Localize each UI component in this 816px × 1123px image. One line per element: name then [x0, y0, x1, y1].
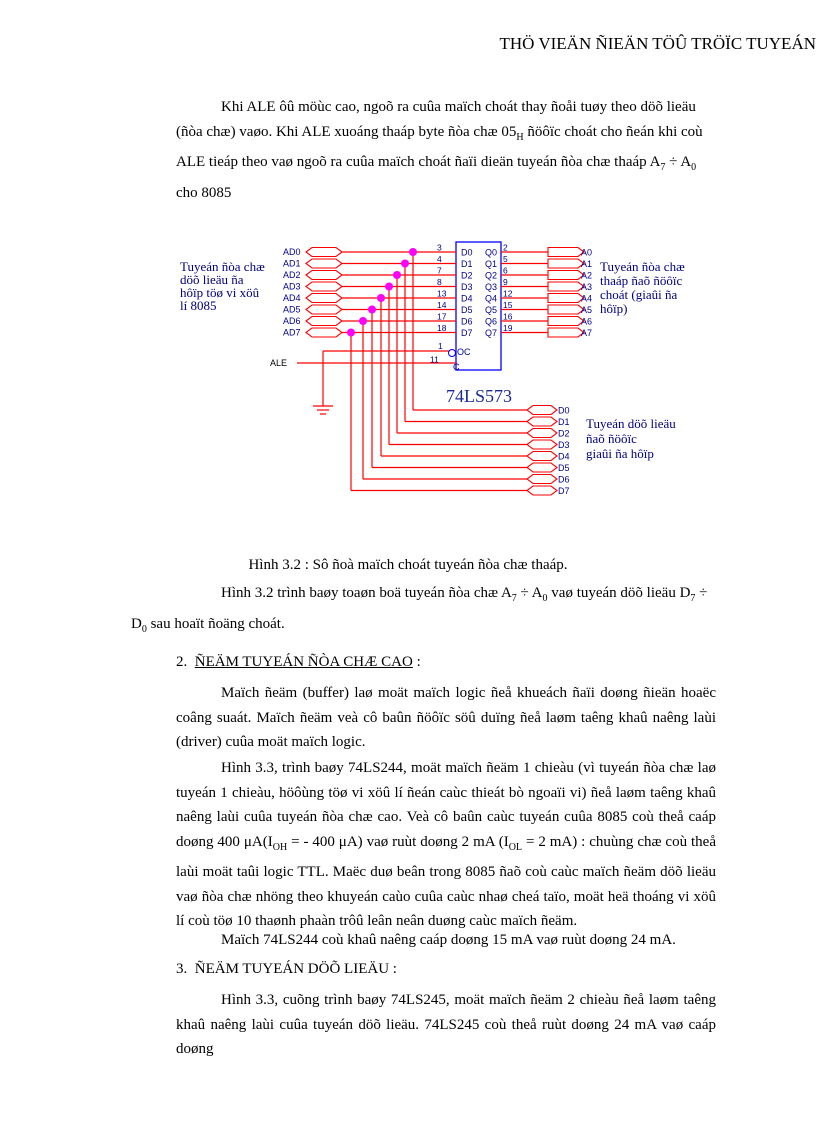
data-pin-label: D3 [558, 440, 570, 450]
text-line: cho 8085 [176, 184, 232, 201]
oc-pin-number: 1 [438, 341, 443, 351]
chip-q-output-label: Q2 [484, 270, 497, 281]
chip-d-input-label: D0 [461, 247, 473, 258]
junction-node [409, 248, 417, 256]
data-pin-label: D0 [558, 405, 570, 416]
input-pin-number: 14 [437, 300, 447, 310]
subscript: OH [272, 841, 288, 853]
data-bus-label-line: giaûi ña hôïp [586, 446, 654, 461]
section-colon: : [389, 961, 397, 977]
ad-bus-arrow [306, 259, 342, 268]
a-pin-label: A1 [581, 259, 593, 269]
output-pin-number: 5 [503, 254, 508, 264]
left-bus-label-line: lí 8085 [180, 298, 217, 313]
address-bus-arrow [548, 328, 584, 337]
right-bus-label-line: choát (giaûi ña [600, 287, 678, 302]
chip-q-output-label: Q7 [484, 328, 497, 338]
left-bus-label-line: Tuyeán ñòa chæ [180, 259, 265, 274]
input-pin-number: 8 [437, 277, 442, 287]
chip-name: 74LS573 [446, 386, 513, 406]
oc-bubble [449, 350, 456, 357]
output-pin-number: 15 [503, 300, 513, 310]
text: Hình 3.3, trình baøy 74LS244, moät maïch ñeäm 1 chieàu (vì tuyeán ñòa chæ laø tuyeán 1 chieàu, höôùng töø vi xöû lí ñeán caùc thieát bò ngoaïi vi) ñeå laøm taêng khaû naêng laùi cuûa tuyeán ñòa chæ cao. Veà cô baûn caùc tuyeán cuûa 8085 coù theå caáp doøng 400 μA(I [176, 760, 716, 850]
chip-q-output-label: Q0 [484, 247, 497, 258]
address-bus-arrow [548, 259, 584, 268]
junction-node [393, 271, 401, 279]
c-pin-label: C [453, 362, 460, 372]
text: ÷ [695, 585, 708, 601]
paragraph-figure-summary [131, 581, 716, 642]
data-bus-arrow [527, 429, 557, 438]
text-line: Khi ALE ôû möùc cao, ngoõ ra cuûa maïch choát thay ñoåi tuøy theo döõ lieäu [221, 99, 696, 115]
text-line: ALE tieáp theo vaø ngoõ ra cuûa maïch choát ñaïi dieän tuyeán ñòa chæ thaáp A [176, 154, 661, 170]
output-pin-number: 2 [503, 242, 508, 253]
data-bus-arrow [527, 463, 557, 472]
subscript: 7 [690, 593, 696, 604]
ad-bus-arrow [306, 328, 342, 337]
subscript: 7 [511, 593, 517, 604]
a-pin-label: A3 [581, 282, 593, 292]
subscript: 0 [141, 623, 147, 635]
a-pin-label: A6 [581, 316, 593, 327]
left-bus-label-line: döõ lieäu ña [180, 272, 244, 287]
paragraph-ale [176, 95, 716, 205]
left-bus-label-line: hôïp töø vi xöû [180, 285, 260, 300]
input-pin-number: 3 [437, 242, 442, 253]
data-pin-label: D4 [558, 451, 570, 462]
data-bus-arrow [527, 417, 557, 426]
text: ÷ A [516, 585, 543, 601]
ad-bus-arrow [306, 294, 342, 303]
page-header: THÖ VIEÄN ÑIEÄN TÖÛ TRÖÏC TUYEÁN [499, 34, 816, 53]
input-pin-number: 4 [437, 254, 442, 264]
a-pin-label: A2 [581, 270, 593, 281]
subscript: 0 [691, 162, 697, 173]
paragraph-74ls244-current: Maïch 74LS244 coù khaû naêng caáp doøng 15 mA vaø ruùt doøng 24 mA. [221, 932, 676, 948]
ad-bus-arrow [306, 271, 342, 280]
data-bus-label-line: Tuyeán döõ lieäu [586, 416, 676, 431]
junction-node [347, 329, 355, 337]
junction-node [377, 294, 385, 302]
section-colon: : [412, 654, 421, 670]
oc-pin-label: OC [457, 347, 471, 357]
chip-d-input-label: D5 [461, 305, 473, 315]
ad-pin-label: AD1 [283, 258, 301, 269]
a-pin-label: A7 [581, 328, 593, 338]
subscript: 7 [660, 162, 666, 173]
data-pin-label: D2 [558, 428, 570, 439]
address-bus-arrow [548, 282, 584, 291]
ad-pin-label: AD3 [283, 281, 301, 292]
text: = - 400 μA) vaø ruùt doøng 2 mA (I [287, 833, 509, 850]
input-pin-number: 7 [437, 265, 442, 276]
text: = 2 mA) : chuùng chæ coù theå laùi moät taûi logic TTL. Maëc duø beân trong 8085 ñaõ coù caùc maïch ñeäm döõ lieäu vaø ñòa chæ nhöng theo khuyeán caùo cuûa caùc nhaø cheá taïo, moät heä thoáng vi xöû lí coù töø 10 thaønh phaàn trôû leân neân duøng caùc maïch ñeäm. [176, 833, 716, 929]
data-bus-label-line: ñaõ ñöôïc [586, 431, 637, 446]
right-bus-label-line: thaáp ñaõ ñöôïc [600, 273, 683, 288]
data-pin-label: D5 [558, 463, 570, 473]
data-bus-arrow [527, 452, 557, 461]
chip-d-input-label: D1 [461, 259, 473, 269]
junction-node [368, 306, 376, 314]
address-bus-arrow [548, 305, 584, 314]
a-pin-label: A4 [581, 293, 593, 304]
subscript: H [516, 131, 524, 143]
data-bus-arrow [527, 486, 557, 495]
ad-pin-label: AD4 [283, 293, 301, 303]
ad-pin-label: AD7 [283, 327, 301, 338]
output-pin-number: 6 [503, 265, 508, 276]
output-pin-number: 12 [503, 288, 513, 299]
section-number: 2. [176, 654, 188, 670]
chip-q-output-label: Q1 [484, 259, 497, 269]
chip-q-output-label: Q6 [484, 316, 497, 327]
ad-bus-arrow [306, 305, 342, 314]
ad-pin-label: AD0 [283, 247, 301, 257]
text: vaø tuyeán döõ lieäu D [547, 585, 691, 601]
ad-pin-label: AD2 [283, 270, 301, 280]
a-pin-label: A5 [581, 305, 593, 315]
figure-caption: Hình 3.2 : Sô ñoà maïch choát tuyeán ñòa chæ thaáp. [248, 557, 568, 573]
data-bus-arrow [527, 406, 557, 415]
input-pin-number: 17 [437, 311, 447, 322]
section-title: ÑEÄM TUYEÁN ÑÒA CHÆ CAO [194, 654, 413, 670]
paragraph-buffer: Maïch ñeäm (buffer) laø moät maïch logic ñeå khueách ñaïi doøng ñieän hoaëc coâng suaát. Maïch ñeäm veà cô baûn ñöôïc söû duïng ñeå laøm taêng khaû naêng laùi (driver) cuûa moät maïch logic. [176, 685, 716, 750]
paragraph-data-buffer: Hình 3.3, cuõng trình baøy 74LS245, moät maïch ñeäm 2 chieàu ñeå laøm taêng khaû naêng laùi cuûa tuyeán döõ lieäu. 74LS245 coù theå ruùt doøng 24 mA vaø caáp doøng [176, 992, 716, 1057]
text-line: (ñòa chæ) vaøo. Khi ALE xuoáng thaáp byte ñòa chæ 05 [176, 123, 517, 140]
text-line: ñöôïc choát cho ñeán khi coù [523, 123, 703, 140]
chip-d-input-label: D3 [461, 282, 473, 292]
junction-node [401, 260, 409, 268]
section-title: ÑEÄM TUYEÁN DÖÕ LIEÄU [194, 961, 390, 977]
data-pin-label: D6 [558, 474, 570, 485]
address-bus-arrow [548, 317, 584, 326]
c-pin-number: 11 [430, 354, 439, 365]
subscript: 0 [542, 593, 548, 604]
ad-pin-label: AD5 [283, 304, 301, 315]
data-bus-arrow [527, 475, 557, 484]
latch-circuit-diagram [0, 230, 816, 505]
data-bus-arrow [527, 440, 557, 449]
section-heading-2 [176, 654, 421, 671]
input-pin-number: 18 [437, 323, 447, 333]
paragraph-74ls244 [176, 756, 716, 934]
text: D [131, 615, 142, 632]
ad-pin-label: AD6 [283, 316, 301, 326]
right-bus-label-line: Tuyeán ñòa chæ [600, 259, 685, 274]
text: sau hoaït ñoäng choát. [146, 615, 285, 632]
chip-q-output-label: Q5 [484, 305, 497, 315]
chip-d-input-label: D4 [461, 293, 473, 304]
a-pin-label: A0 [581, 247, 593, 258]
address-bus-arrow [548, 294, 584, 303]
ad-bus-arrow [306, 317, 342, 326]
output-pin-number: 16 [503, 311, 513, 322]
text: Hình 3.2 trình baøy toaøn boä tuyeán ñòa chæ A [221, 585, 512, 601]
chip-q-output-label: Q3 [484, 282, 497, 292]
subscript: OL [508, 841, 523, 853]
junction-node [359, 317, 367, 325]
output-pin-number: 9 [503, 277, 508, 287]
ale-label: ALE [270, 358, 288, 368]
ad-bus-arrow [306, 248, 342, 257]
data-pin-label: D1 [558, 417, 570, 427]
output-pin-number: 19 [503, 323, 513, 333]
address-bus-arrow [548, 271, 584, 280]
section-number: 3. [176, 961, 188, 977]
chip-d-input-label: D6 [461, 316, 473, 327]
chip-q-output-label: Q4 [484, 293, 497, 304]
right-bus-label-line: hôïp) [600, 301, 628, 316]
input-pin-number: 13 [437, 288, 447, 299]
chip-d-input-label: D7 [461, 328, 473, 338]
text-line: ÷ A [665, 154, 692, 170]
chip-d-input-label: D2 [461, 270, 473, 281]
junction-node [385, 283, 393, 291]
section-heading-3 [176, 961, 397, 978]
data-pin-label: D7 [558, 486, 570, 496]
address-bus-arrow [548, 248, 584, 257]
ad-bus-arrow [306, 282, 342, 291]
